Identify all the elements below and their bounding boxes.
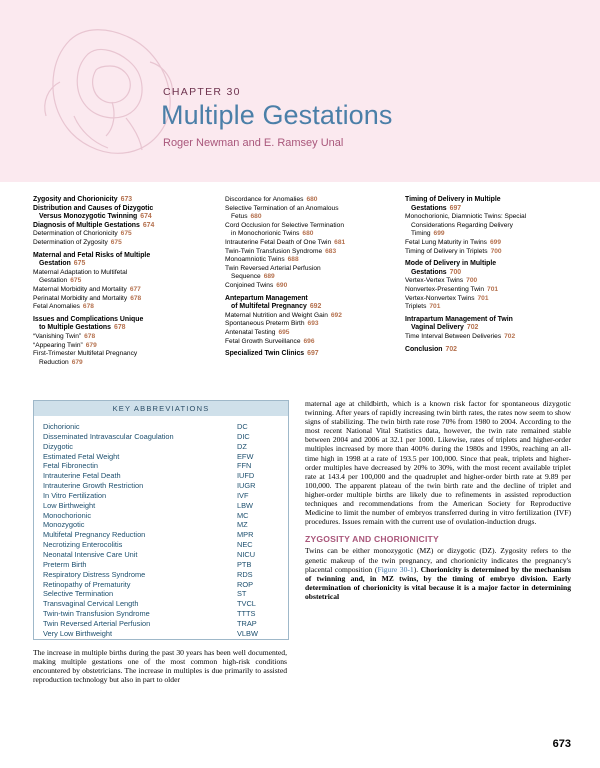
toc-entry[interactable] [33,303,203,312]
toc-column-3 [405,196,580,354]
abbreviation-row [43,442,279,452]
toc-entry[interactable] [33,342,203,351]
abbreviation-row [43,580,279,590]
abbreviation-row [43,609,279,619]
chapter-header-banner [0,0,600,182]
abbreviation-term: Retinopathy of Prematurity [43,579,131,589]
toc-entry[interactable] [225,222,395,231]
toc-entry-label: Maternal Adaptation to Multifetal [33,268,128,276]
toc-entry[interactable] [225,256,395,265]
abbreviation-term: Preterm Birth [43,559,87,569]
toc-entry[interactable] [33,196,203,205]
toc-entry-page: 674 [140,213,152,221]
toc-entry[interactable] [405,277,580,286]
toc-entry-page: 680 [250,213,262,221]
toc-entry-page: 697 [449,204,462,212]
abbreviation-code: DZ [237,441,247,451]
toc-column-1 [33,196,203,367]
toc-entry-label: Diagnosis of Multiple Gestations [33,221,140,229]
abbreviation-row [43,629,279,639]
abbreviation-code: VLBW [237,628,258,638]
toc-entry-page: 701 [429,303,441,311]
toc-entry-label: Distribution and Causes of Dizygotic [33,204,154,212]
abbreviation-row [43,570,279,580]
intro-paragraph: The increase in multiple births during the past 30 years has been well documented, making multiple gestations one of the most common high-risk conditions encountered by obstetricians. The increase in multiples is due primarily to assisted reproduction technology but also in part to older [33,648,287,685]
toc-entry-page: 675 [110,238,122,246]
toc-entry-page: 702 [466,324,479,332]
toc-entry-page: 702 [504,332,516,340]
toc-entry-label: of Multifetal Pregnancy [231,303,307,311]
toc-entry-label: Monoamniotic Twins [225,256,285,264]
toc-entry-label: Intrauterine Fetal Death of One Twin [225,238,332,246]
abbreviation-term: Dizygotic [43,441,73,451]
toc-entry-label: Mode of Delivery in Multiple [405,260,497,268]
toc-entry-label: Timing of Delivery in Multiple [405,196,501,203]
section-heading-zygosity: ZYGOSITY AND CHORIONICITY [305,534,439,545]
abbreviation-row [43,599,279,609]
abbreviation-code: EFW [237,451,254,461]
toc-entry[interactable] [405,213,580,222]
toc-entry-page: 700 [466,277,478,285]
toc-entry-label: Vertex-Nonvertex Twins [405,294,475,302]
toc-entry[interactable] [225,303,395,312]
abbreviation-code: ROP [237,579,254,589]
toc-entry[interactable] [33,359,203,368]
abbreviation-term: Intrauterine Fetal Death [43,471,121,481]
toc-entry-label: Time Interval Between Deliveries [405,332,502,340]
toc-entry-label: Fetal Anomalies [33,303,80,311]
toc-entry[interactable] [405,205,580,214]
toc-entry-page: 678 [113,324,126,332]
toc-entry-page: 675 [120,230,132,238]
toc-entry-label: Intrapartum Management of Twin [405,315,513,323]
toc-entry-label: Versus Monozygotic Twinning [39,213,138,221]
toc-entry[interactable] [225,239,395,248]
toc-entry-page: 700 [449,268,462,276]
toc-entry[interactable] [405,303,580,312]
toc-entry-label: Vertex-Vertex Twins [405,277,464,285]
toc-entry[interactable] [33,213,203,222]
toc-entry-label: Selective Termination of an Anomalous [225,204,339,212]
abbreviation-code: IUGR [237,481,256,491]
toc-entry-page: 678 [84,332,96,340]
toc-entry[interactable] [225,230,395,239]
toc-entry-label: Maternal Morbidity and Mortality [33,285,127,293]
toc-entry-label: Vaginal Delivery [411,324,464,332]
toc-column-2 [225,196,395,359]
toc-entry-page: 696 [303,337,315,345]
toc-entry-label: Nonvertex-Presenting Twin [405,285,485,293]
abbreviation-row [43,461,279,471]
abbreviation-term: Necrotizing Enterocolitis [43,540,123,550]
abbreviation-row [43,540,279,550]
abbreviation-row [43,491,279,501]
figure-cross-reference[interactable]: Figure 30-1 [377,564,414,574]
abbreviation-code: FFN [237,461,252,471]
toc-entry-page: 697 [307,350,319,358]
abbreviation-row [43,452,279,462]
abbreviation-term: Selective Termination [43,589,114,599]
toc-entry-label: Considerations Regarding Delivery [411,221,513,229]
abbreviation-row [43,589,279,599]
chapter-authors: Roger Newman and E. Ramsey Unal [163,137,344,149]
toc-entry[interactable] [33,222,203,231]
abbreviation-code: PTB [237,559,252,569]
toc-entry-label: Gestations [411,204,447,212]
toc-entry-page: 702 [445,345,458,353]
abbreviation-row [43,511,279,521]
abbreviation-term: Intrauterine Growth Restriction [43,481,144,491]
page-number: 673 [552,738,571,750]
toc-entry-label: Conclusion [405,345,443,353]
toc-entry-page: 699 [433,230,445,238]
abbreviation-term: Multifetal Pregnancy Reduction [43,530,146,540]
toc-entry-label: Issues and Complications Unique [33,315,144,323]
toc-entry-label: Triplets [405,303,427,311]
toc-entry-page: 690 [276,281,288,289]
toc-entry-label: Reduction [39,358,69,366]
toc-entry[interactable] [225,295,395,304]
toc-entry[interactable] [225,312,395,321]
chapter-table-of-contents [33,196,571,391]
abbreviation-row [43,550,279,560]
key-abbreviations-list [34,416,288,639]
toc-entry[interactable] [225,213,395,222]
toc-entry-label: Determination of Zygosity [33,238,108,246]
toc-entry-page: 695 [278,328,290,336]
toc-entry-page: 701 [477,294,489,302]
page-title: Multiple Gestations [161,100,393,130]
toc-entry[interactable] [405,324,580,333]
toc-entry-label: Antepartum Management [225,294,308,302]
toc-entry-label: Determination of Chorionicity [33,230,118,238]
toc-entry[interactable] [405,222,580,231]
abbreviation-code: ST [237,589,247,599]
toc-entry-label: Gestations [411,268,447,276]
toc-entry-page: 688 [287,256,299,264]
toc-entry-page: 679 [71,358,83,366]
zygosity-paragraph [305,546,571,601]
toc-entry-label: “Appearing Twin” [33,341,83,349]
toc-entry-label: Twin Reversed Arterial Perfusion [225,264,321,272]
toc-entry-label: “Vanishing Twin” [33,332,82,340]
abbreviation-term: Low Birthweight [43,500,96,510]
abbreviation-row [43,432,279,442]
toc-entry-label: Discordance for Anomalies [225,196,304,203]
toc-entry-page: 679 [85,341,97,349]
toc-entry-label: Timing [411,230,431,238]
abbreviation-row [43,530,279,540]
toc-entry-label: Maternal Nutrition and Weight Gain [225,311,328,319]
toc-entry-label: Cord Occlusion for Selective Termination [225,221,344,229]
toc-entry[interactable] [33,324,203,333]
toc-entry-label: Monochorionic, Diamniotic Twins: Special [405,213,527,221]
toc-entry[interactable] [405,196,580,205]
toc-entry[interactable] [33,333,203,342]
toc-entry-page: 673 [120,196,133,203]
abbreviation-code: MPR [237,530,254,540]
toc-entry-page: 681 [334,238,346,246]
abbreviation-code: MC [237,510,249,520]
abbreviation-term: Very Low Birthweight [43,628,113,638]
abbreviation-code: LBW [237,500,254,510]
abbreviation-code: MZ [237,520,248,530]
toc-entry-page: 678 [82,303,94,311]
toc-entry[interactable] [225,329,395,338]
toc-entry[interactable] [405,239,580,248]
abbreviation-term: In Vitro Fertilization [43,490,107,500]
toc-entry[interactable] [33,350,203,359]
toc-entry-label: Fetus [231,213,248,221]
abbreviation-code: RDS [237,569,253,579]
toc-entry[interactable] [225,265,395,274]
toc-entry-label: Spontaneous Preterm Birth [225,320,305,328]
toc-entry-page: 701 [487,285,499,293]
toc-entry[interactable] [33,239,203,248]
toc-entry[interactable] [225,196,395,205]
toc-entry-label: Gestation [39,260,71,268]
toc-entry-page: 675 [70,277,82,285]
abbreviation-code: NICU [237,549,256,559]
abbreviation-term: Estimated Fetal Weight [43,451,120,461]
toc-entry-label: Perinatal Morbidity and Mortality [33,294,128,302]
toc-entry-page: 675 [73,260,86,268]
abbreviation-term: Neonatal Intensive Care Unit [43,549,138,559]
body-column-left [33,648,287,684]
toc-entry-label: Specialized Twin Clinics [225,350,305,358]
abbreviation-term: Monochorionic [43,510,92,520]
toc-entry[interactable] [225,350,395,359]
toc-entry[interactable] [225,205,395,214]
toc-entry-label: Conjoined Twins [225,281,274,289]
toc-entry[interactable] [225,273,395,282]
toc-entry-page: 680 [302,230,314,238]
toc-entry-label: to Multiple Gestations [39,324,111,332]
toc-entry[interactable] [405,346,580,355]
toc-entry-label: Gestation [39,277,68,285]
toc-entry-label: Timing of Delivery in Triplets [405,247,488,255]
toc-entry[interactable] [225,338,395,347]
toc-entry[interactable] [33,295,203,304]
zygosity-text-a: Twins can be either monozygotic (MZ) or dizygotic (DZ). Zygosity refers to the genetic makeup of the twin pregnancy, and chorionicity indicates the pregnancy's placental composition ( [305,546,571,574]
toc-entry-label: Sequence [231,273,261,281]
toc-entry-label: Fetal Growth Surveillance [225,337,301,345]
toc-entry-label: Twin-Twin Transfusion Syndrome [225,247,323,255]
abbreviation-row [43,471,279,481]
abbreviation-row [43,501,279,511]
abbreviation-row [43,422,279,432]
abbreviation-code: DC [237,422,248,431]
toc-entry[interactable] [33,205,203,214]
toc-entry-page: 677 [129,285,141,293]
toc-entry-page: 692 [309,303,322,311]
body-column-right [305,399,571,601]
toc-entry-label: Maternal and Fetal Risks of Multiple [33,251,151,259]
toc-entry[interactable] [33,269,203,278]
toc-entry-page: 693 [307,320,319,328]
toc-entry[interactable] [33,252,203,261]
key-abbreviations-title: KEY ABBREVIATIONS [34,401,288,416]
abbreviation-row [43,619,279,629]
zygosity-text-bold: Chorionicity is determined by the mechanism of twinning and, in MZ twins, by the timing of embryo division. Early determination of chorionicity is vital because it is a major factor in determining obstetrical [305,564,572,601]
continued-paragraph: maternal age at childbirth, which is a known risk factor for spontaneous dizygotic twinning. After years of rapidly increasing twin birth rates, the rates now seem to show signs of stabilizing. The twin birth rate rose 70% from 1980 to 2004. According to the most recent National Vital Statistics data, however, the twin rate remained stable between 2004 and 2006 at 32.1 per 1000. Likewise, rates of triplets and higher-order multiples increased by more than 400% during the 1980s and 1990s, reaching an all-time high in 1998 at a rate of 193.5 per 100,000. Since that peak, triplets and higher-order multiples have decreased by 20% to 30%, with the most recent available triplet rate at 143.4 per 100,000 and the quadruplet and higher-order birth rate at 9.89 per 100,000. The apparent plateau of the twin birth rate and the decline of triplet and higher-order multiple births are likely due to refinements in assisted reproduction techniques and recommendations from the American Society for Reproductive Medicine to limit the number of embryos transferred during in vitro fertilization (IVF) procedures. Issues remain with the current use of ovulation-induction drugs. [305,399,571,527]
toc-entry-page: 680 [306,196,318,203]
toc-entry[interactable] [405,295,580,304]
toc-entry[interactable] [405,230,580,239]
toc-entry[interactable] [405,333,580,342]
toc-entry[interactable] [33,277,203,286]
toc-entry-page: 700 [490,247,502,255]
abbreviation-row [43,560,279,570]
abbreviation-term: Dichorionic [43,422,80,431]
abbreviation-term: Twin-twin Transfusion Syndrome [43,609,150,619]
abbreviation-term: Monozygotic [43,520,85,530]
toc-entry[interactable] [225,282,395,291]
toc-entry[interactable] [405,286,580,295]
toc-entry[interactable] [405,248,580,257]
toc-entry-page: 692 [330,311,342,319]
toc-entry[interactable] [33,230,203,239]
abbreviation-row [43,520,279,530]
toc-entry[interactable] [405,260,580,269]
toc-entry-page: 678 [130,294,142,302]
toc-entry-page: 689 [263,273,275,281]
abbreviation-code: IUFD [237,471,255,481]
toc-entry[interactable] [33,316,203,325]
abbreviation-code: IVF [237,490,249,500]
abbreviation-code: TVCL [237,599,256,609]
toc-entry-label: First-Trimester Multifetal Pregnancy [33,350,138,358]
toc-entry-label: Antenatal Testing [225,328,276,336]
abbreviation-code: TTTS [237,609,256,619]
toc-entry[interactable] [225,248,395,257]
toc-entry-label: in Monochorionic Twins [231,230,300,238]
abbreviation-term: Transvaginal Cervical Length [43,599,139,609]
toc-entry[interactable] [405,269,580,278]
toc-entry[interactable] [225,320,395,329]
abbreviation-code: DIC [237,431,250,441]
toc-entry-label: Zygosity and Chorionicity [33,196,118,203]
toc-entry[interactable] [405,316,580,325]
abbreviation-code: NEC [237,540,253,550]
key-abbreviations-box [33,400,289,640]
toc-entry-page: 699 [489,238,501,246]
abbreviation-term: Disseminated Intravascular Coagulation [43,431,174,441]
toc-entry-label: Fetal Lung Maturity in Twins [405,238,487,246]
abbreviation-code: TRAP [237,618,257,628]
toc-entry-page: 683 [325,247,337,255]
abbreviation-term: Twin Reversed Arterial Perfusion [43,618,151,628]
abbreviation-term: Fetal Fibronectin [43,461,99,471]
toc-entry-page: 674 [142,221,155,229]
abbreviation-term: Respiratory Distress Syndrome [43,569,146,579]
toc-entry[interactable] [33,286,203,295]
chapter-number: CHAPTER 30 [163,86,241,98]
abbreviation-row [43,481,279,491]
zygosity-text-b: ). [413,564,421,574]
toc-entry[interactable] [33,260,203,269]
